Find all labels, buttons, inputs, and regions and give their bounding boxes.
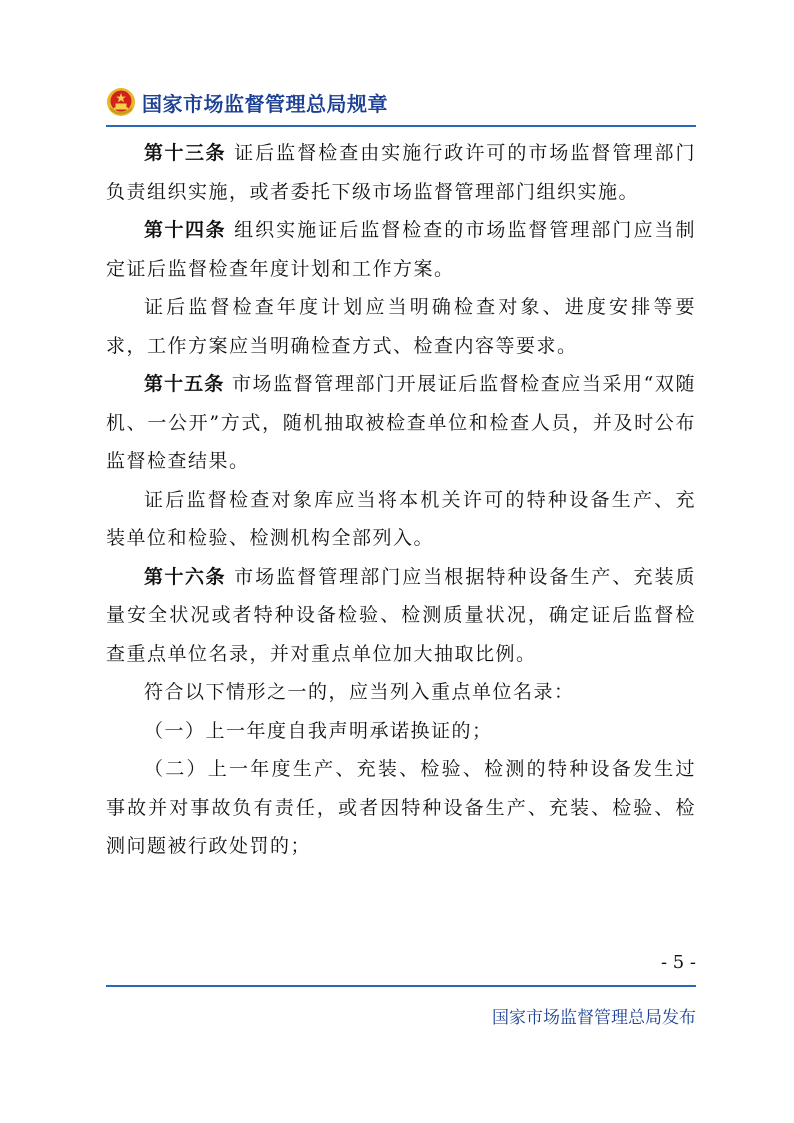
- page-number: - 5 -: [660, 952, 696, 973]
- page-header: [106, 84, 388, 120]
- paragraph: 第十四条 组织实施证后监督检查的市场监督管理部门应当制定证后监督检查年度计划和工作方案。: [106, 219, 696, 280]
- paragraph: 证后监督检查对象库应当将本机关许可的特种设备生产、充装单位和检验、检测机构全部列入。: [106, 488, 696, 549]
- national-emblem-icon: [106, 87, 136, 117]
- paragraph: （二）上一年度生产、充装、检验、检测的特种设备发生过事故并对事故负有责任，或者因特种设备生产、充装、检验、检测问题被行政处罚的；: [106, 758, 696, 857]
- footer-publisher: 国家市场监督管理总局发布: [492, 1008, 696, 1028]
- paragraph: 证后监督检查年度计划应当明确检查对象、进度安排等要求，工作方案应当明确检查方式、检查内容等要求。: [106, 296, 696, 357]
- footer-divider: [106, 985, 696, 987]
- paragraph: 第十五条 市场监督管理部门开展证后监督检查应当采用“双随机、一公开”方式，随机抽取被检查单位和检查人员，并及时公布监督检查结果。: [106, 373, 696, 472]
- article-number: 第十五条: [144, 373, 225, 395]
- paragraph: 符合以下情形之一的，应当列入重点单位名录：: [144, 681, 575, 703]
- paragraph: （一）上一年度自我声明承诺换证的；: [144, 719, 493, 742]
- header-title: 国家市场监督管理总局规章: [142, 91, 388, 116]
- article-number: 第十三条: [144, 142, 227, 164]
- paragraph: 第十六条 市场监督管理部门应当根据特种设备生产、充装质量安全状况或者特种设备检验、检测质量状况，确定证后监督检查重点单位名录，并对重点单位加大抽取比例。: [106, 565, 696, 665]
- document-body: [106, 134, 696, 866]
- article-number: 第十六条: [144, 565, 227, 588]
- article-number: 第十四条: [144, 219, 227, 241]
- paragraph: 第十三条 证后监督检查由实施行政许可的市场监督管理部门负责组织实施，或者委托下级市场监督管理部门组织实施。: [106, 142, 696, 203]
- header-divider: [106, 125, 696, 127]
